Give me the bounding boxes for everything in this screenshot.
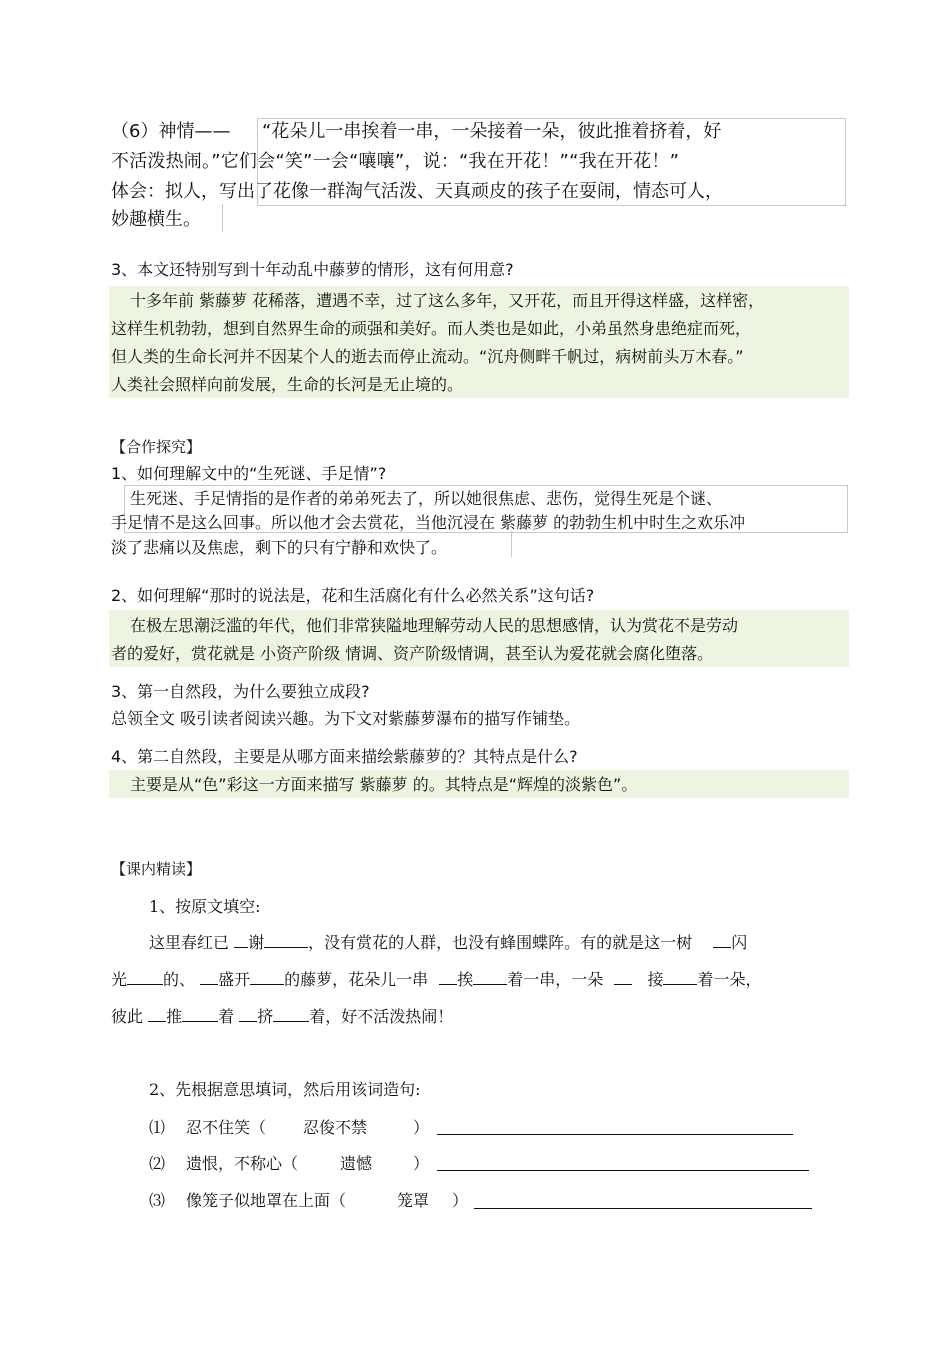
sec6-comment-line1: 体会：拟人，写出了花像一群淘气活泼、天真顽皮的孩子在耍闹，情态可人， (111, 181, 723, 202)
item-meaning: 遗恨，不称心（ (186, 1154, 299, 1173)
blank[interactable] (473, 970, 507, 985)
fill-line-3: 彼此 推 着 挤 着，好不活泼热闹！ (111, 1007, 454, 1026)
answer: 盛开 (218, 970, 251, 989)
sec6-label: （6）神情—— (111, 121, 231, 142)
blank[interactable] (250, 970, 284, 985)
blank[interactable] (713, 933, 731, 948)
item-word: 忍俊不禁 (303, 1118, 368, 1137)
item-word: 笼罩 (397, 1191, 430, 1210)
answer-3-line3: 但人类的生命长河并不因某个人的逝去而停止流动。“沉舟侧畔千帆过，病树前头万木春。” (111, 347, 744, 366)
item-meaning: 像笼子似地罩在上面（ (186, 1191, 347, 1210)
blank[interactable] (200, 970, 218, 985)
answer: 闪 (731, 933, 748, 952)
fill-line-1: 这里春红已 谢 ，没有赏花的人群，也没有蜂围蝶阵。有的就是这一树 闪 (149, 933, 748, 952)
coop-q2: 2、如何理解“那时的说法是，花和生活腐化有什么必然关系”这句话? (111, 586, 595, 605)
blank[interactable] (663, 970, 697, 985)
blank[interactable] (127, 970, 163, 985)
sentence-line[interactable] (474, 1208, 812, 1209)
answer-3-line4: 人类社会照样向前发展，生命的长河是无止境的。 (111, 375, 464, 394)
coop-a1-line1: 生死迷、手足情指的是作者的弟弟死去了，所以她很焦虑、悲伤，觉得生死是个谜、 (130, 489, 723, 508)
blank[interactable] (273, 1007, 309, 1022)
task-2-title: 2、先根据意思填词，然后用该词造句: (149, 1080, 421, 1099)
coop-a1-line3: 淡了悲痛以及焦虑，剩下的只有宁静和欢快了。 (111, 538, 448, 557)
blank[interactable] (148, 1007, 166, 1022)
blank[interactable] (182, 1007, 218, 1022)
blank[interactable] (239, 1007, 257, 1022)
item-number: ⑶ (149, 1191, 166, 1210)
answer: 接 (647, 970, 664, 989)
blank[interactable] (264, 933, 308, 948)
item-close: ） (413, 1154, 430, 1173)
answer: 挤 (257, 1007, 274, 1026)
blank[interactable] (439, 970, 457, 985)
item-word: 遗憾 (340, 1154, 373, 1173)
answer: 挨 (457, 970, 474, 989)
coop-q3: 3、第一自然段，为什么要独立成段? (111, 682, 370, 701)
item-meaning: 忍不住笑（ (186, 1118, 267, 1137)
sentence-line[interactable] (437, 1170, 809, 1171)
coop-a2-line1: 在极左思潮泛滥的年代，他们非常狭隘地理解劳动人民的思想感情，认为赏花不是劳动 (130, 616, 739, 635)
coop-heading: 【合作探究】 (111, 438, 202, 456)
sentence-line[interactable] (437, 1134, 793, 1135)
coop-a1-line2: 手足情不是这么回事。所以他才会去赏花，当他沉浸在 紫藤萝 的勃勃生机中时生之欢乐冲 (111, 513, 746, 532)
blank[interactable] (234, 933, 248, 948)
coop-q4: 4、第二自然段，主要是从哪方面来描绘紫藤萝的？其特点是什么? (111, 747, 578, 766)
answer: 推 (166, 1007, 183, 1026)
coop-a3: 总领全文 吸引读者阅读兴趣。为下文对紫藤萝瀑布的描写作铺垫。 (111, 709, 581, 728)
answer-3-line1: 十多年前 紫藤萝 花稀落，遭遇不幸，过了这么多年，又开花，而且开得这样盛，这样密， (130, 291, 765, 310)
quote-box-tail (222, 204, 223, 232)
reading-heading: 【课内精读】 (111, 860, 202, 878)
item-close: ） (452, 1191, 469, 1210)
item-close: ） (413, 1118, 430, 1137)
item-number: ⑴ (149, 1118, 166, 1137)
task-1-title: 1、按原文填空: (149, 897, 261, 916)
sec6-comment-line2: 妙趣横生。 (111, 209, 201, 230)
coop-a2-line2: 者的爱好，赏花就是 小资产阶级 情调、资产阶级情调，甚至认为爱花就会腐化堕落。 (111, 644, 714, 663)
blank[interactable] (614, 970, 632, 985)
fill-line-2: 光 的、 盛开 的藤萝，花朵儿一串 挨 着一串，一朵 接 着一朵， (111, 970, 762, 989)
item-number: ⑵ (149, 1154, 166, 1173)
sec6-quote-line2: 不活泼热闹。”它们会“笑”一会“嚷嚷”，说：“我在开花！”“我在开花！” (111, 151, 680, 172)
question-3-title: 3、本文还特别写到十年动乱中藤萝的情形，这有何用意? (111, 260, 514, 279)
sec6-quote-line1: “花朵儿一串挨着一串，一朵接着一朵，彼此推着挤着，好 (262, 121, 722, 142)
answer-3-line2: 这样生机勃勃，想到自然界生命的顽强和美好。而人类也是如此，小弟虽然身患绝症而死， (111, 319, 752, 338)
coop-a4: 主要是从“色”彩这一方面来描写 紫藤萝 的。其特点是“辉煌的淡紫色”。 (130, 775, 638, 794)
coop-q1: 1、如何理解文中的“生死谜、手足情”? (111, 464, 387, 483)
coop-a1-box-tail (511, 531, 512, 557)
answer: 谢 (248, 933, 265, 952)
